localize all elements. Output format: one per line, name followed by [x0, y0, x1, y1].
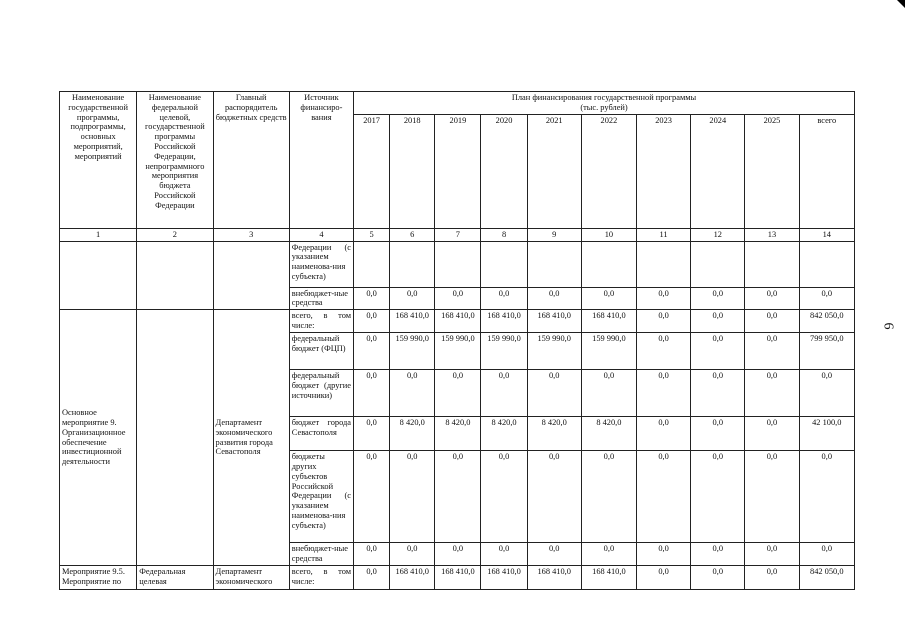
cell-funding-source: федеральный бюджет (ФЦП) — [289, 333, 353, 370]
cell-value: 0,0 — [354, 417, 390, 451]
cell-value — [435, 241, 481, 287]
cell-value: 0,0 — [481, 543, 527, 566]
column-index: 10 — [581, 228, 636, 241]
cell-value: 0,0 — [636, 370, 690, 417]
scan-corner-mark — [897, 0, 905, 8]
cell-value: 0,0 — [636, 543, 690, 566]
cell-value — [691, 241, 745, 287]
cell-funding-source: Федерации (с указанием наименова-ния субъекта) — [289, 241, 353, 287]
cell-value — [799, 241, 854, 287]
cell-value: 0,0 — [691, 370, 745, 417]
cell-value: 168 410,0 — [581, 310, 636, 333]
cell-value: 0,0 — [745, 370, 799, 417]
column-index: 13 — [745, 228, 799, 241]
cell-value: 0,0 — [481, 287, 527, 310]
column-index: 8 — [481, 228, 527, 241]
cell-value: 0,0 — [745, 566, 799, 590]
cell-value: 0,0 — [527, 451, 581, 543]
cell-value: 0,0 — [799, 287, 854, 310]
cell-value: 0,0 — [691, 333, 745, 370]
cell-funding-source: федеральный бюджет (другие источники) — [289, 370, 353, 417]
cell-value: 0,0 — [390, 543, 435, 566]
cell-value — [390, 241, 435, 287]
cell-value: 0,0 — [435, 451, 481, 543]
cell-value: 0,0 — [799, 370, 854, 417]
cell-value: 168 410,0 — [390, 310, 435, 333]
column-index: 2 — [137, 228, 213, 241]
cell-value: 168 410,0 — [581, 566, 636, 590]
cell-value: 842 050,0 — [799, 566, 854, 590]
cell-program-name: Основное мероприятие 9. Организационное обеспечение инвестиционной деятельности — [60, 310, 137, 566]
cell-value: 0,0 — [691, 417, 745, 451]
header-plan-units: (тыс. рублей) — [580, 102, 628, 112]
header-funding-source: Источник финансиро-вания — [289, 92, 353, 229]
cell-value: 0,0 — [636, 333, 690, 370]
cell-value: 168 410,0 — [390, 566, 435, 590]
cell-value: 0,0 — [435, 370, 481, 417]
cell-funding-source: бюджет города Севастополя — [289, 417, 353, 451]
cell-value: 0,0 — [745, 417, 799, 451]
cell-value: 0,0 — [354, 370, 390, 417]
cell-value: 8 420,0 — [527, 417, 581, 451]
cell-value: 168 410,0 — [527, 310, 581, 333]
header-total: всего — [799, 114, 854, 228]
cell-value: 0,0 — [745, 287, 799, 310]
column-index: 4 — [289, 228, 353, 241]
cell-funding-source: внебюджет-ные средства — [289, 543, 353, 566]
cell-value — [581, 241, 636, 287]
cell-funding-source: всего, в том числе: — [289, 566, 353, 590]
column-index: 3 — [213, 228, 289, 241]
table-row — [60, 241, 855, 287]
column-index: 1 — [60, 228, 137, 241]
header-executor: Главный распорядитель бюджетных средств — [213, 92, 289, 229]
cell-value: 159 990,0 — [581, 333, 636, 370]
header-year: 2021 — [527, 114, 581, 228]
cell-value: 0,0 — [435, 287, 481, 310]
cell-funding-source: бюджеты других субъектов Российской Федерации (с указанием наименова-ния субъекта) — [289, 451, 353, 543]
cell-value: 0,0 — [581, 370, 636, 417]
header-year: 2018 — [390, 114, 435, 228]
cell-value: 0,0 — [390, 451, 435, 543]
cell-value: 0,0 — [636, 417, 690, 451]
financing-table — [59, 91, 855, 590]
cell-program-name: Мероприятие 9.5. Мероприятие по — [60, 566, 137, 590]
cell-federal-program — [137, 241, 213, 310]
header-year: 2017 — [354, 114, 390, 228]
cell-value: 0,0 — [636, 287, 690, 310]
cell-value — [481, 241, 527, 287]
cell-value: 0,0 — [354, 566, 390, 590]
header-program-name: Наименование государственной программы, подпрограммы, основных мероприятий, мероприятий — [60, 92, 137, 229]
cell-value: 0,0 — [354, 287, 390, 310]
cell-value: 168 410,0 — [435, 310, 481, 333]
cell-value: 0,0 — [636, 310, 690, 333]
cell-value: 0,0 — [435, 543, 481, 566]
header-plan-title: План финансирования государственной программы — [511, 93, 697, 102]
column-index: 12 — [691, 228, 745, 241]
cell-value — [527, 241, 581, 287]
cell-funding-source: всего, в том числе: — [289, 310, 353, 333]
cell-value: 0,0 — [581, 543, 636, 566]
cell-program-name — [60, 241, 137, 310]
cell-value: 0,0 — [581, 451, 636, 543]
cell-value: 0,0 — [390, 370, 435, 417]
table-row — [60, 566, 855, 590]
column-index: 5 — [354, 228, 390, 241]
header-year: 2025 — [745, 114, 799, 228]
column-index: 9 — [527, 228, 581, 241]
cell-value: 0,0 — [691, 566, 745, 590]
cell-value: 0,0 — [481, 451, 527, 543]
cell-value: 842 050,0 — [799, 310, 854, 333]
column-index: 6 — [390, 228, 435, 241]
header-year: 2020 — [481, 114, 527, 228]
cell-value: 0,0 — [354, 543, 390, 566]
header-year: 2022 — [581, 114, 636, 228]
header-year: 2024 — [691, 114, 745, 228]
cell-executor — [213, 241, 289, 310]
cell-value — [636, 241, 690, 287]
cell-value: 0,0 — [745, 543, 799, 566]
cell-value: 168 410,0 — [481, 310, 527, 333]
cell-federal-program — [137, 310, 213, 566]
cell-value: 8 420,0 — [481, 417, 527, 451]
cell-value: 8 420,0 — [390, 417, 435, 451]
cell-value: 159 990,0 — [481, 333, 527, 370]
cell-value: 0,0 — [745, 310, 799, 333]
cell-value: 0,0 — [354, 451, 390, 543]
cell-value: 0,0 — [481, 370, 527, 417]
cell-funding-source: внебюджет-ные средства — [289, 287, 353, 310]
header-year: 2023 — [636, 114, 690, 228]
header-year: 2019 — [435, 114, 481, 228]
cell-value: 0,0 — [636, 566, 690, 590]
cell-value: 0,0 — [354, 310, 390, 333]
cell-value: 0,0 — [354, 333, 390, 370]
cell-value: 0,0 — [745, 451, 799, 543]
column-index: 11 — [636, 228, 690, 241]
cell-value: 168 410,0 — [527, 566, 581, 590]
column-index: 14 — [799, 228, 854, 241]
cell-value: 0,0 — [691, 451, 745, 543]
cell-executor: Департамент экономического развития города Севастополя — [213, 310, 289, 566]
cell-value: 168 410,0 — [435, 566, 481, 590]
cell-value: 0,0 — [527, 287, 581, 310]
cell-value: 0,0 — [527, 370, 581, 417]
header-federal-program: Наименование федеральной целевой, государственной программы Российской Федерации, непрограммного мероприятия бюджета Российской Федерации — [137, 92, 213, 229]
cell-value: 8 420,0 — [581, 417, 636, 451]
cell-value: 799 950,0 — [799, 333, 854, 370]
cell-value: 42 100,0 — [799, 417, 854, 451]
cell-value: 0,0 — [745, 333, 799, 370]
table-row — [60, 310, 855, 333]
cell-value: 0,0 — [581, 287, 636, 310]
cell-executor: Департамент экономического — [213, 566, 289, 590]
cell-value — [745, 241, 799, 287]
cell-value: 159 990,0 — [390, 333, 435, 370]
cell-value: 159 990,0 — [527, 333, 581, 370]
cell-value: 159 990,0 — [435, 333, 481, 370]
cell-value: 0,0 — [799, 543, 854, 566]
cell-value: 0,0 — [527, 543, 581, 566]
cell-value: 0,0 — [691, 310, 745, 333]
cell-value: 8 420,0 — [435, 417, 481, 451]
cell-federal-program: Федеральная целевая — [137, 566, 213, 590]
cell-value: 0,0 — [390, 287, 435, 310]
cell-value: 0,0 — [691, 543, 745, 566]
cell-value: 0,0 — [799, 451, 854, 543]
cell-value: 168 410,0 — [481, 566, 527, 590]
page-number: 6 — [880, 322, 896, 330]
cell-value: 0,0 — [636, 451, 690, 543]
header-plan — [354, 92, 855, 115]
cell-value — [354, 241, 390, 287]
column-index: 7 — [435, 228, 481, 241]
cell-value: 0,0 — [691, 287, 745, 310]
